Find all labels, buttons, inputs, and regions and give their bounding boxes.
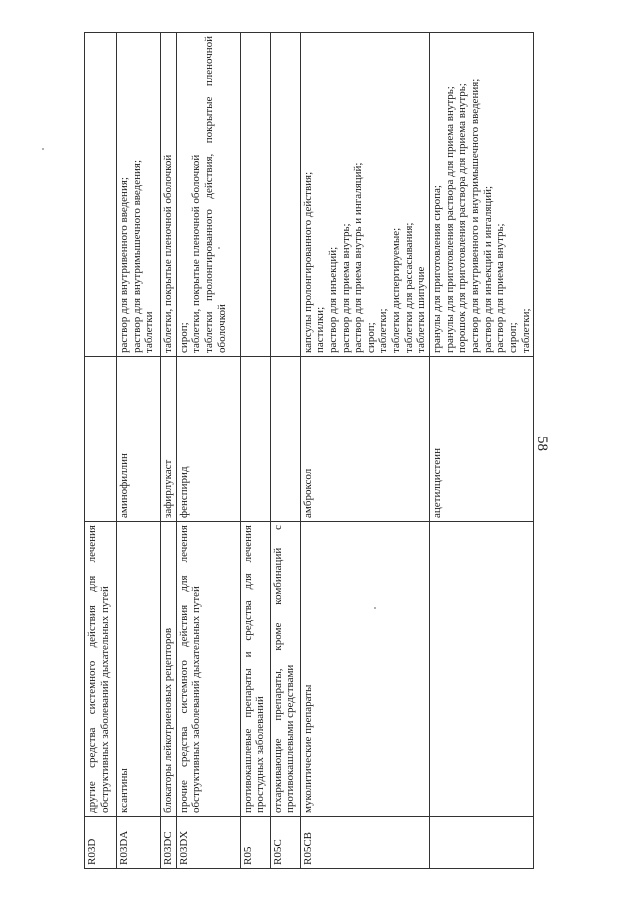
atc-code-cell: R03DC xyxy=(161,817,177,869)
dosage-form-line: порошок для приготовления раствора для приема внутрь; xyxy=(456,83,469,353)
atc-code-cell: R05CB xyxy=(300,817,429,869)
scan-speck xyxy=(374,607,376,609)
table-row xyxy=(430,33,534,869)
dosage-forms-cell xyxy=(161,33,177,357)
atc-code-cell: R03D xyxy=(85,817,117,869)
dosage-form-line: раствор для инъекций и ингаляций; xyxy=(481,185,494,353)
dosage-form-line: раствор для внутривенного и внутримышечного введения; xyxy=(468,78,481,353)
atc-code-cell: R05C xyxy=(270,817,300,869)
table-row xyxy=(240,33,270,869)
drug-name-cell: амброксол xyxy=(300,357,429,522)
rotated-table-container xyxy=(84,33,532,869)
pharmacological-group-cell: другие средства системного действия для лечения обструктивных заболеваний дыхательных путей xyxy=(85,522,117,817)
pharmacological-group-cell: ксантины xyxy=(117,522,161,817)
table-row xyxy=(161,33,177,869)
dosage-form-line: гранулы для приготовления раствора для приема внутрь; xyxy=(443,86,456,353)
dosage-forms-cell xyxy=(176,33,240,357)
drug-name-cell xyxy=(240,357,270,522)
dosage-form-line: гранулы для приготовления сиропа; xyxy=(431,185,444,353)
dosage-form-line: пастилки; xyxy=(314,306,327,353)
dosage-forms-cell xyxy=(430,33,534,357)
dosage-form-line: таблетки; xyxy=(519,308,532,353)
drug-name-cell: зафирлукаст xyxy=(161,357,177,522)
table-row xyxy=(270,33,300,869)
dosage-form-line: таблетки, покрытые пленочной оболочкой xyxy=(162,154,174,353)
dosage-form-line: таблетки, покрытые пленочной оболочкой xyxy=(190,154,203,353)
rotated-table-frame xyxy=(84,33,532,869)
dosage-form-line: сироп; xyxy=(506,322,519,353)
pharmacological-group-cell: противокашлевые препараты и средства для лечения простудных заболеваний xyxy=(240,522,270,817)
page-number: 58 xyxy=(534,436,550,451)
dosage-form-line: раствор для приема внутрь и ингаляций; xyxy=(352,162,365,353)
table-row xyxy=(85,33,117,869)
pharmacological-group-cell: муколитические препараты xyxy=(300,522,429,817)
drug-name-cell: аминофиллин xyxy=(117,357,161,522)
pharmacological-group-cell: блокаторы лейкотриеновых рецепторов xyxy=(161,522,177,817)
drug-name-cell xyxy=(85,357,117,522)
dosage-form-line: раствор для приема внутрь; xyxy=(339,223,352,353)
dosage-forms-cell xyxy=(85,33,117,357)
dosage-form-line: сироп; xyxy=(364,322,377,353)
dosage-form-line: таблетки для рассасывания; xyxy=(402,222,415,353)
dosage-form-line: таблетки диспергируемые; xyxy=(390,227,403,353)
dosage-forms-cell xyxy=(270,33,300,357)
dosage-form-line: раствор для приема внутрь; xyxy=(494,223,507,353)
pharmacological-group-cell: прочие средства системного действия для лечения обструктивных заболеваний дыхательных путей xyxy=(176,522,240,817)
dosage-form-line: таблетки шипучие xyxy=(415,266,428,353)
dosage-form-line: таблетки; xyxy=(377,308,390,353)
atc-code-cell: R05 xyxy=(240,817,270,869)
atc-code-cell xyxy=(430,817,534,869)
scan-speck xyxy=(42,148,44,150)
pharmacological-group-cell: отхаркивающие препараты, кроме комбинаций с противокашлевыми средствами xyxy=(270,522,300,817)
table-row xyxy=(117,33,161,869)
dosage-forms-cell xyxy=(117,33,161,357)
dosage-form-line: раствор для инъекций; xyxy=(326,246,339,353)
atc-code-cell: R03DA xyxy=(117,817,161,869)
table-row xyxy=(300,33,429,869)
scan-speck xyxy=(218,247,220,249)
dosage-form-line: капсулы пролонгированного действия; xyxy=(301,171,314,353)
dosage-form-line: таблетки пролонгированного действия, покрытые пленочной оболочкой xyxy=(202,36,228,353)
drug-name-cell xyxy=(270,357,300,522)
medication-table-body xyxy=(85,33,534,869)
dosage-forms-cell xyxy=(240,33,270,357)
dosage-form-line: раствор для внутривенного введения; xyxy=(118,177,130,353)
dosage-form-line: таблетки xyxy=(143,311,156,353)
drug-name-cell: фенспирид xyxy=(176,357,240,522)
medication-table xyxy=(84,32,534,869)
dosage-forms-cell xyxy=(300,33,429,357)
table-row xyxy=(176,33,240,869)
pharmacological-group-cell xyxy=(430,522,534,817)
dosage-form-line: сироп; xyxy=(177,322,190,353)
drug-name-cell: ацетилцистеин xyxy=(430,357,534,522)
atc-code-cell: R03DX xyxy=(176,817,240,869)
dosage-form-line: раствор для внутримышечного введения; xyxy=(130,159,143,353)
